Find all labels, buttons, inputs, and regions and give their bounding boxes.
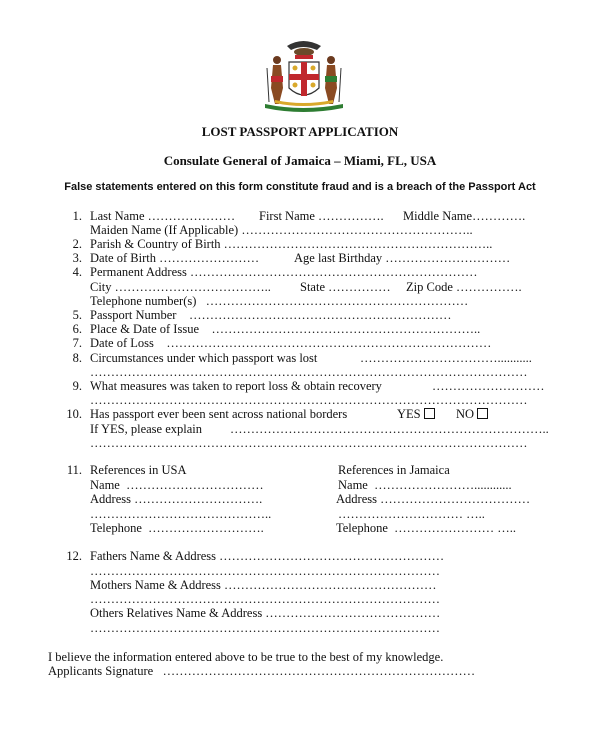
item-number: 12. [66,549,82,563]
mothers-name-address-field[interactable]: Mothers Name & Address …………………………………………… [90,578,437,592]
maiden-name-field[interactable]: Maiden Name (If Applicable) ……………………………………………….. [90,223,473,237]
references-usa-heading: References in USA [90,463,187,477]
yes-option[interactable] [397,407,435,421]
reference-jamaica-address-field[interactable]: Address ……………………………… [336,492,531,506]
item-number: 4. [72,265,82,279]
reference-usa-address-field[interactable]: Address …………………………. [90,492,263,506]
parish-country-birth-field[interactable]: Parish & Country of Birth ……………………………………………………….. [90,237,493,251]
form-title: LOST PASSPORT APPLICATION [201,124,399,139]
item-number: 7. [72,336,82,350]
telephone-numbers-field[interactable]: Telephone number(s) ……………………………………………………… [90,294,469,308]
date-of-loss-field[interactable]: Date of Loss …………………………………………………………………… [90,336,492,350]
no-label: NO [456,407,475,421]
if-yes-field-line2[interactable]: …………………………………………………………………………………………… [90,436,528,450]
declaration-text: I believe the information entered above to be true to the best of my knowledge. [48,650,444,664]
item-number: 11. [66,463,82,477]
first-name-field[interactable]: First Name ……………. [259,209,384,223]
signature-field[interactable]: Applicants Signature ………………………………………………………………… [48,664,476,678]
mothers-address-line2[interactable]: ………………………………………………………………………… [90,592,440,606]
fathers-address-line2[interactable]: ………………………………………………………………………… [90,564,440,578]
item-number: 10. [66,407,82,421]
reference-jamaica-address-line2[interactable]: ………………………… ….. [338,507,485,521]
circumstances-field[interactable]: ……………………………........... [360,351,532,365]
item-number: 6. [72,322,82,336]
others-relatives-line2[interactable]: ………………………………………………………………………… [90,621,440,635]
jamaica-coat-of-arms-icon [257,38,349,114]
place-date-issue-field[interactable]: Place & Date of Issue ……………………………………………………….. [90,322,481,336]
last-name-field[interactable]: Last Name ………………… [90,209,236,223]
yes-checkbox[interactable] [424,408,435,419]
reference-jamaica-name-field[interactable]: Name ……………………............ [338,478,512,492]
reference-usa-name-field[interactable]: Name …………………………… [90,478,264,492]
city-field[interactable]: City ……………………………….. [90,280,271,294]
zip-code-field[interactable]: Zip Code ……………. [406,280,522,294]
item-number: 9. [72,379,82,393]
no-checkbox[interactable] [477,408,488,419]
permanent-address-field[interactable]: Permanent Address …………………………………………………………… [90,265,478,279]
yes-label: YES [397,407,421,421]
no-option[interactable] [456,407,488,421]
reference-usa-address-line2[interactable]: …………………………………….. [90,507,272,521]
others-relatives-field[interactable]: Others Relatives Name & Address …………………………………… [90,606,441,620]
date-of-birth-field[interactable]: Date of Birth …………………… [90,251,260,265]
item-number: 2. [72,237,82,251]
fraud-warning: False statements entered on this form constitute fraud and is a breach of the Passport Act [64,181,536,193]
age-last-birthday-field[interactable]: Age last Birthday ………………………… [294,251,511,265]
measures-label: What measures was taken to report loss & obtain recovery [90,379,382,393]
fathers-name-address-field[interactable]: Fathers Name & Address ……………………………………………… [90,549,445,563]
measures-field[interactable]: ……………………… [432,379,545,393]
circumstances-field-line2[interactable]: …………………………………………………………………………………………… [90,365,528,379]
state-field[interactable]: State …………… [300,280,391,294]
reference-jamaica-telephone-field[interactable]: Telephone …………………… ….. [336,521,517,535]
form-subtitle: Consulate General of Jamaica – Miami, FL, USA [163,153,437,168]
item-number: 3. [72,251,82,265]
references-jamaica-heading: References in Jamaica [338,463,450,477]
if-yes-label: If YES, please explain [90,422,202,436]
item-number: 8. [72,351,82,365]
circumstances-label: Circumstances under which passport was lost [90,351,318,365]
passport-number-field[interactable]: Passport Number ……………………………………………………… [90,308,452,322]
measures-field-line2[interactable]: …………………………………………………………………………………………… [90,393,528,407]
sent-abroad-label: Has passport ever been sent across national borders [90,407,348,421]
if-yes-field[interactable]: ………………………………………………………………….. [230,422,549,436]
middle-name-field[interactable]: Middle Name…………. [403,209,526,223]
item-number: 1. [72,209,82,223]
item-number: 5. [72,308,82,322]
reference-usa-telephone-field[interactable]: Telephone ………………………. [90,521,264,535]
